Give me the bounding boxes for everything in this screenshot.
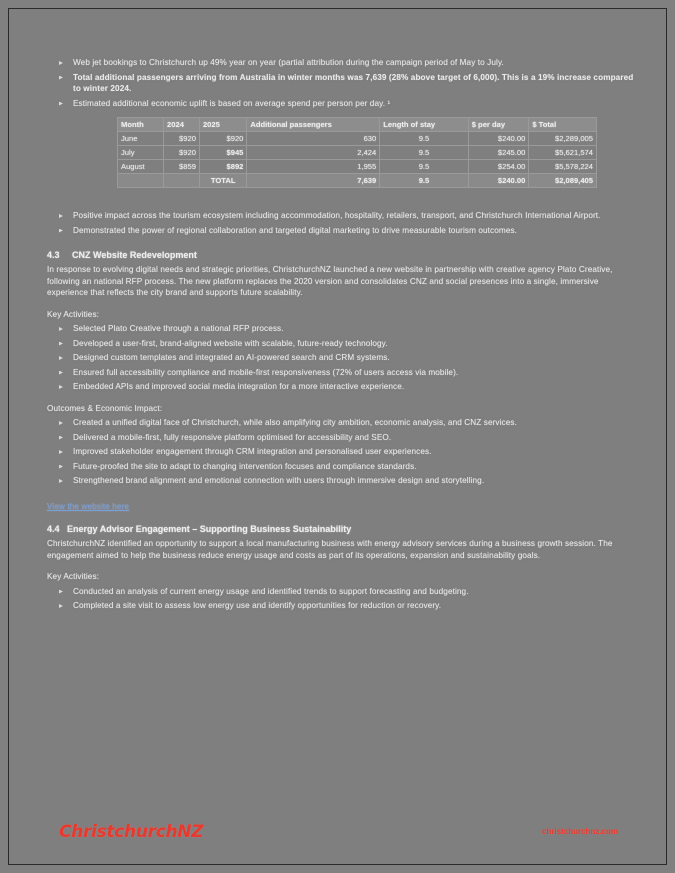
list-item xyxy=(47,381,637,393)
cell-month: August xyxy=(118,160,164,174)
bullet-text: Embedded APIs and improved social media integration for a more interactive experience. xyxy=(73,382,405,391)
cell-stay: 9.5 xyxy=(380,132,468,146)
list-item xyxy=(47,446,637,458)
cell-perday: $240.00 xyxy=(468,132,529,146)
top-bullet-list xyxy=(47,57,637,109)
list-item xyxy=(47,586,637,598)
cell-2025: $920 xyxy=(199,132,246,146)
list-item xyxy=(47,225,637,237)
cell-total-amount: $2,089,405 xyxy=(529,174,597,188)
bullet-text: Estimated additional economic uplift is based on average spend per person per day. ¹ xyxy=(73,98,391,108)
bullet-text: Designed custom templates and integrated an AI-powered search and CRM systems. xyxy=(73,353,390,362)
col-2024: 2024 xyxy=(164,118,200,132)
list-item xyxy=(47,367,637,379)
section-title: CNZ Website Redevelopment xyxy=(72,250,197,260)
cell-month: June xyxy=(118,132,164,146)
bullet-text: Delivered a mobile-first, fully responsive platform optimised for accessibility and SEO. xyxy=(73,432,392,442)
document-page xyxy=(8,8,667,865)
bullet-text: Ensured full accessibility compliance and mobile-first responsiveness (72% of users access via mobile). xyxy=(73,367,459,377)
outcomes-list xyxy=(47,417,637,487)
cell-2024: $920 xyxy=(164,132,200,146)
cell-stay: 9.5 xyxy=(380,160,468,174)
cell-total: $2,289,005 xyxy=(529,132,597,146)
list-item xyxy=(47,352,637,364)
key-activities-list-2 xyxy=(47,586,637,612)
document-content xyxy=(47,57,637,615)
cell-total-perday: $240.00 xyxy=(468,174,529,188)
bullet-text: Demonstrated the power of regional collaboration and targeted digital marketing to drive measurable tourism outcomes. xyxy=(73,225,518,235)
cell-month: July xyxy=(118,146,164,160)
cell-2024: $859 xyxy=(164,160,200,174)
passenger-economic-table-wrap xyxy=(117,117,597,188)
bullet-text: Improved stakeholder engagement through CRM integration and personalised user experiences. xyxy=(73,447,432,456)
bullet-text: Total additional passengers arriving from Australia in winter months was 7,639 (28% above target of 6,000). This is a 19% increase compared to winter 2024. xyxy=(73,72,634,93)
list-item xyxy=(47,461,637,473)
col-month: Month xyxy=(118,118,164,132)
col-total: $ Total xyxy=(529,118,597,132)
christchurchnz-logo: ChristchurchNZ xyxy=(59,822,204,842)
cell-total: $5,578,224 xyxy=(529,160,597,174)
mid-bullet-list xyxy=(47,210,637,236)
cell-stay: 9.5 xyxy=(380,146,468,160)
key-activities-list xyxy=(47,323,637,393)
bullet-text: Completed a site visit to assess low energy use and identify opportunities for reduction or recovery. xyxy=(73,601,442,610)
section-heading-43 xyxy=(47,250,637,260)
list-item xyxy=(47,210,637,222)
cell-2025: $892 xyxy=(199,160,246,174)
list-item xyxy=(47,417,637,429)
cell-total: $5,621,574 xyxy=(529,146,597,160)
website-link[interactable]: View the website here xyxy=(47,501,130,511)
section-title: Energy Advisor Engagement – Supporting Business Sustainability xyxy=(67,524,352,534)
bullet-text: Conducted an analysis of current energy usage and identified trends to support forecasting and budgeting. xyxy=(73,586,469,596)
section-44-paragraph: ChristchurchNZ identified an opportunity to support a local manufacturing business with energy advisory services during a business growth session. The engagement aimed to help the business reduce energy usage and costs as part of its operations, expansion and sustainability goals. xyxy=(47,539,613,560)
col-per-day: $ per day xyxy=(468,118,529,132)
cell-total-label: TOTAL xyxy=(199,174,246,188)
list-item xyxy=(47,57,637,69)
bullet-text: Web jet bookings to Christchurch up 49% year on year (partial attribution during the campaign period of May to July. xyxy=(73,58,504,67)
list-item xyxy=(47,338,637,350)
table-row xyxy=(118,132,597,146)
col-length-of-stay: Length of stay xyxy=(380,118,468,132)
list-item xyxy=(47,600,637,612)
page-footer xyxy=(9,802,666,864)
table-row xyxy=(118,146,597,160)
table-row xyxy=(118,160,597,174)
cell-additional: 630 xyxy=(247,132,380,146)
cell-additional: 1,955 xyxy=(247,160,380,174)
list-item xyxy=(47,98,637,110)
footer-website-url: christchurchnz.com xyxy=(541,827,618,836)
outcomes-label: Outcomes & Economic Impact: xyxy=(47,403,163,413)
cell-additional: 2,424 xyxy=(247,146,380,160)
bullet-text: Created a unified digital face of Christchurch, while also amplifying city ambition, economic analysis, and CNZ services. xyxy=(73,418,517,427)
cell-2025: $945 xyxy=(199,146,246,160)
cell-blank xyxy=(164,174,200,188)
bullet-text: Strengthened brand alignment and emotional connection with users through immersive design and storytelling. xyxy=(73,476,485,485)
section-number: 4.4 xyxy=(47,524,60,534)
bullet-text: Developed a user-first, brand-aligned website with scalable, future-ready technology. xyxy=(73,338,388,348)
list-item xyxy=(47,432,637,444)
col-additional-passengers: Additional passengers xyxy=(247,118,380,132)
list-item xyxy=(47,323,637,335)
bullet-text: Selected Plato Creative through a national RFP process. xyxy=(73,324,284,333)
col-2025: 2025 xyxy=(199,118,246,132)
cell-total-stay: 9.5 xyxy=(380,174,468,188)
section-number: 4.3 xyxy=(47,250,60,260)
bullet-text: Positive impact across the tourism ecosystem including accommodation, hospitality, retailers, transport, and Christchurch International Airport. xyxy=(73,211,601,220)
list-item xyxy=(47,72,637,95)
key-activities-label-2: Key Activities: xyxy=(47,572,100,581)
table-header-row xyxy=(118,118,597,132)
cell-2024: $920 xyxy=(164,146,200,160)
passenger-economic-table xyxy=(117,117,597,188)
list-item xyxy=(47,475,637,487)
section-heading-44 xyxy=(47,524,637,534)
cell-perday: $245.00 xyxy=(468,146,529,160)
cell-blank xyxy=(118,174,164,188)
bullet-text: Future-proofed the site to adapt to changing intervention focuses and compliance standards. xyxy=(73,461,417,471)
cell-total-additional: 7,639 xyxy=(247,174,380,188)
section-43-paragraph: In response to evolving digital needs and strategic priorities, ChristchurchNZ launched a new website in partnership with creative agency Plato Creative, following an national RFP process. The new platform replaces the 2020 version and consolidates CNZ and social presences into a single, immersive experience that reflects the city brand and supports future scalability. xyxy=(47,265,613,297)
cell-perday: $254.00 xyxy=(468,160,529,174)
table-total-row xyxy=(118,174,597,188)
key-activities-label: Key Activities: xyxy=(47,309,100,319)
